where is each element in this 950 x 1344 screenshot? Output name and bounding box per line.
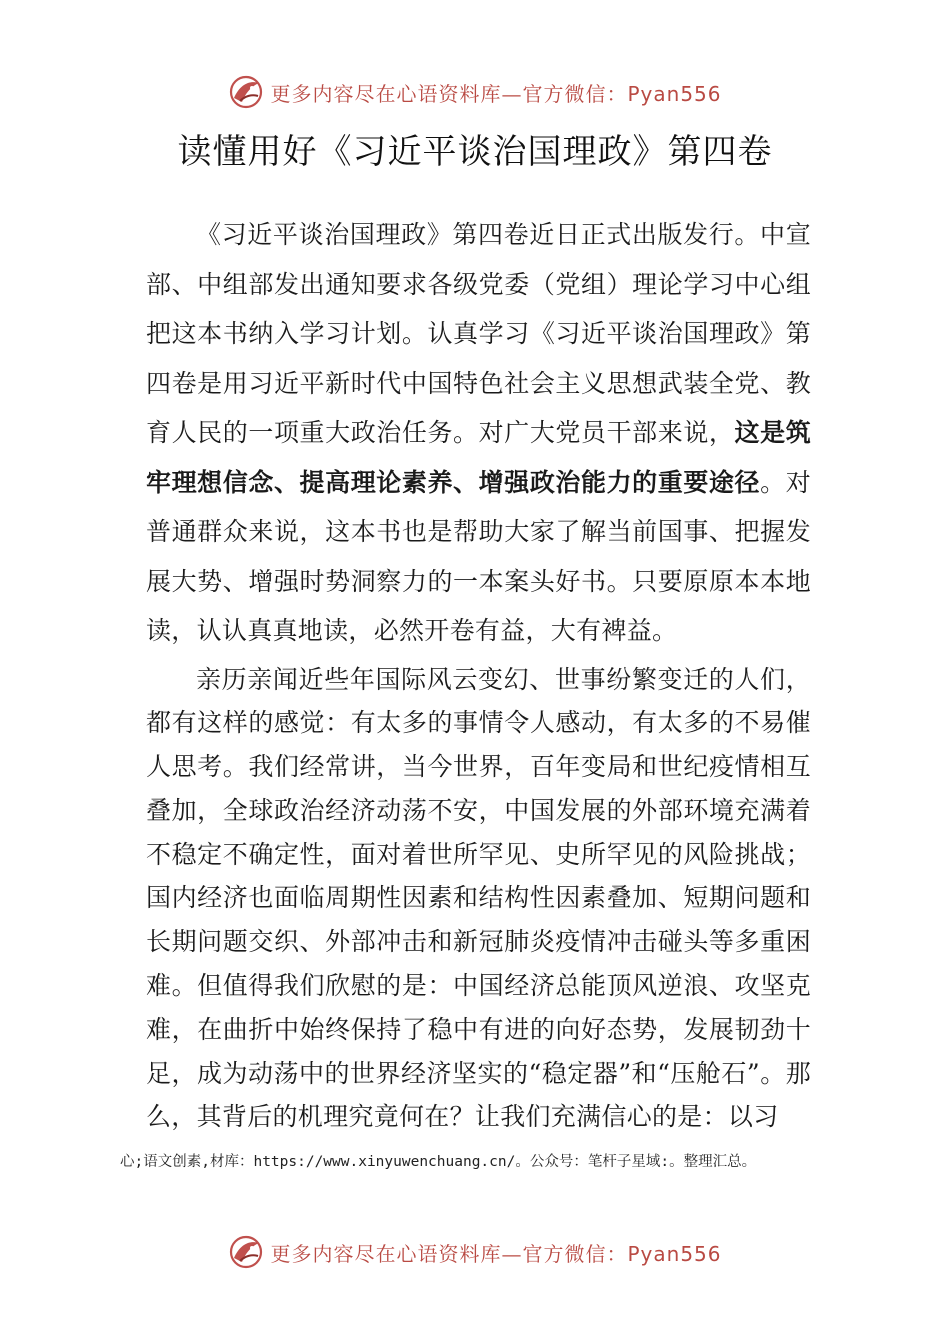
source-footnote: 心;语文创素,材库：https://www.xinyuwenchuang.cn/。公众号：笔杆子星域:。整理汇总。	[120, 1154, 757, 1170]
banner-text: 更多内容尽在心语资料库—官方微信：Pyan556	[270, 81, 722, 106]
banner-text: 更多内容尽在心语资料库—官方微信：Pyan556	[270, 1241, 722, 1266]
header-banner	[0, 72, 950, 112]
paragraph-1: 《习近平谈治国理政》第四卷近日正式出版发行。中宣部、中组部发出通知要求各级党委（党组）理论学习中心组把这本书纳入学习计划。认真学习《习近平谈治国理政》第四卷是用习近平新时代中国特色社会主义思想武装全党、教育人民的一项重大政治任务。对广大党员干部来说，这是筑牢理想信念、提高理论素养、增强政治能力的重要途径。对普通群众来说，这本书也是帮助大家了解当前国事、把握发展大势、增强时势洞察力的一本案头好书。只要原原本本地读，认认真真地读，必然开卷有益，大有裨益。	[146, 220, 811, 645]
paragraph-2: 亲历亲闻近些年国际风云变幻、世事纷繁变迁的人们，都有这样的感觉：有太多的事情令人感动，有太多的不易催人思考。我们经常讲，当今世界，百年变局和世纪疫情相互叠加，全球政治经济动荡不安，中国发展的外部环境充满着不稳定不确定性，面对着世所罕见、史所罕见的风险挑战；国内经济也面临周期性因素和结构性因素叠加、短期问题和长期问题交织、外部冲击和新冠肺炎疫情冲击碰头等多重困难。但值得我们欣慰的是：中国经济总能顶风逆浪、攻坚克难，在曲折中始终保持了稳中有进的向好态势，发展韧劲十足，成为动荡中的世界经济坚实的“稳定器”和“压舱石”。那么，其背后的机理究竟何在？让我们充满信心的是：以习	[146, 664, 811, 1132]
seal-logo-icon	[228, 74, 264, 110]
article-body	[146, 210, 811, 1139]
bold-emphasis: 这是筑牢理想信念、提高理论素养、增强政治能力的重要途径	[146, 418, 811, 497]
wechat-id: Pyan556	[627, 81, 722, 106]
wechat-id: Pyan556	[627, 1241, 722, 1266]
seal-logo-icon	[228, 1234, 264, 1270]
footer-banner	[0, 1232, 950, 1272]
page-title: 读懂用好《习近平谈治国理政》第四卷	[177, 132, 773, 172]
